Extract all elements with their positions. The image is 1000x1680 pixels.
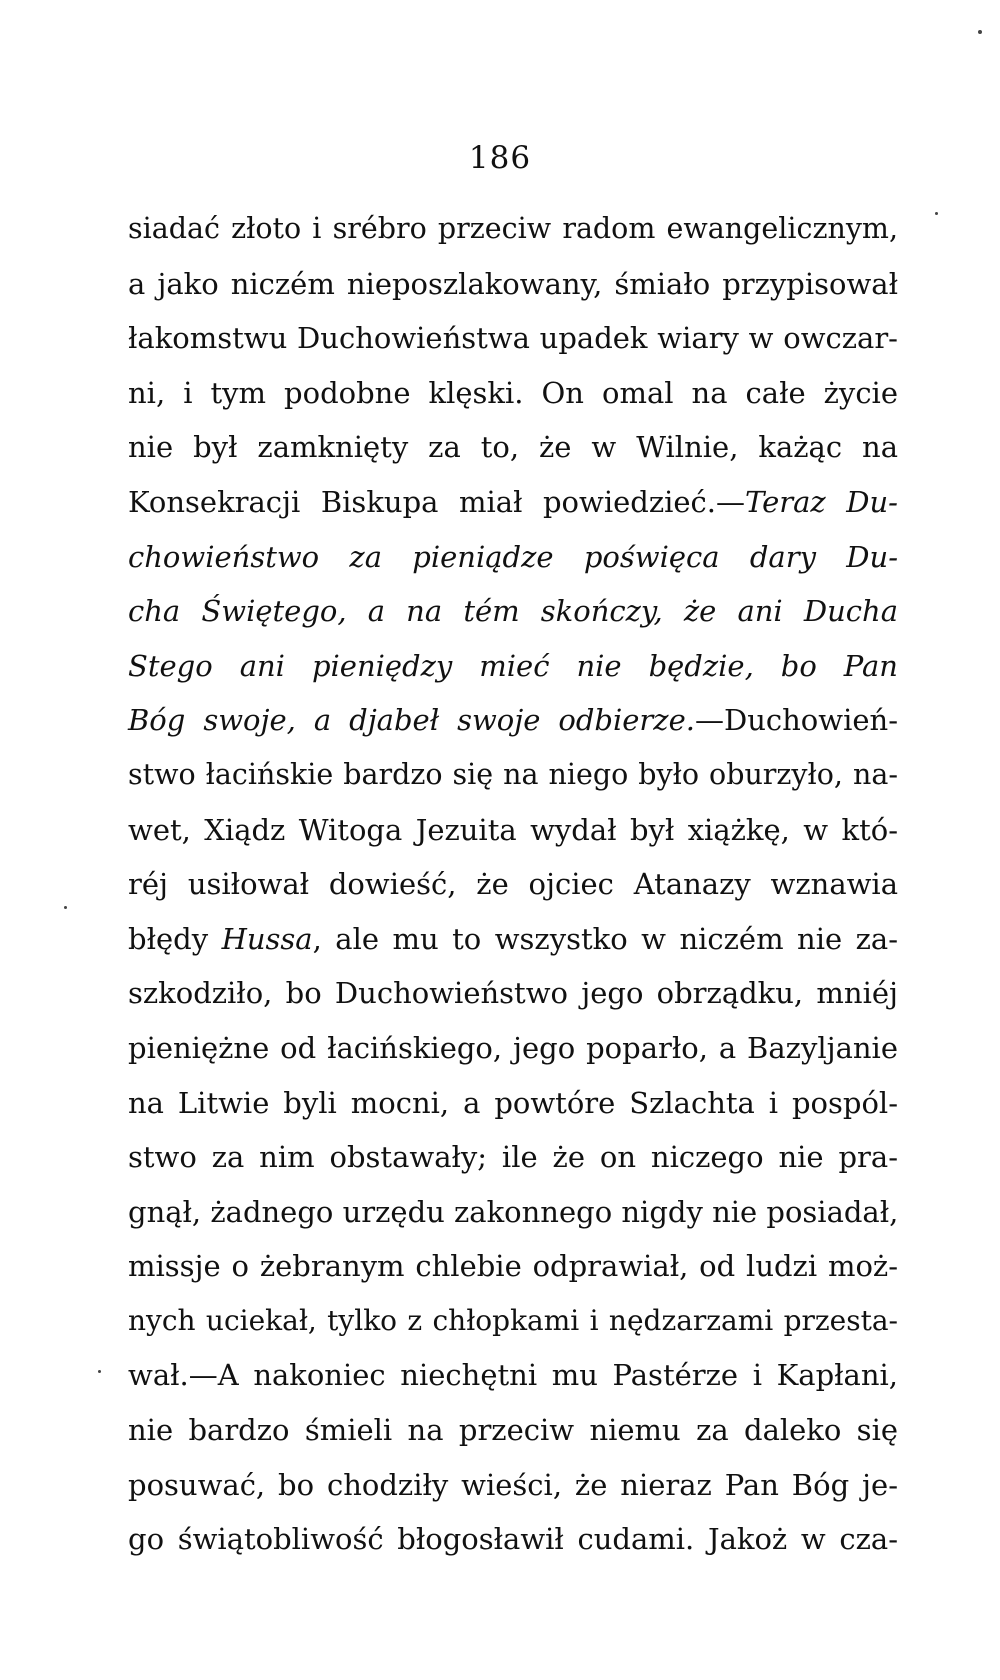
text-line (128, 1021, 898, 1076)
text-run: błędy (128, 921, 222, 956)
text-line (128, 1512, 898, 1567)
text-run: szkodziło, bo Duchowieństwo jego obrządku, mniéj (128, 976, 898, 1011)
text-line (128, 584, 898, 639)
italic-text: Teraz Du- (745, 484, 898, 519)
text-line (128, 693, 898, 748)
paper-speck (64, 906, 67, 909)
text-line (128, 1403, 898, 1458)
text-line (128, 366, 898, 421)
italic-text: chowieństwo za pieniądze poświęca dary Du- (128, 539, 898, 574)
text-run: posuwać, bo chodziły wieści, że nieraz Pan Bóg je- (128, 1467, 898, 1502)
text-run: ni, i tym podobne klęski. On omal na całe życie (128, 375, 898, 410)
paper-speck (978, 30, 982, 34)
text-run: łakomstwu Duchowieństwa upadek wiary w owczar- (128, 321, 898, 356)
text-line (128, 257, 898, 312)
text-line (128, 803, 898, 858)
text-line (128, 1458, 898, 1513)
text-run: , ale mu to wszystko w niczém nie za- (312, 921, 899, 956)
text-run: stwo za nim obstawały; ile że on niczego nie pra- (128, 1140, 898, 1175)
page-number: 186 (468, 140, 532, 176)
text-run: go świątobliwość błogosławił cudami. Jakoż w cza- (128, 1522, 898, 1557)
text-line (128, 748, 898, 803)
text-run: pieniężne od łacińskiego, jego poparło, a Bazyljanie (128, 1030, 898, 1065)
text-run: wet, Xiądz Witoga Jezuita wydał był xiążkę, w któ- (128, 812, 898, 847)
text-line (128, 639, 898, 694)
text-line (128, 857, 898, 912)
text-run: nych uciekał, tylko z chłopkami i nędzarzami przesta- (128, 1303, 898, 1337)
text-run: réj usiłował dowieść, że ojciec Atanazy wznawia (128, 867, 898, 902)
text-run: stwo łacińskie bardzo się na niego było oburzyło, na- (128, 757, 898, 791)
text-line (128, 530, 898, 585)
text-run: siadać złoto i srébro przeciw radom ewangelicznym, (128, 212, 898, 245)
text-run: na Litwie byli mocni, a powtóre Szlachta i pospól- (128, 1085, 898, 1120)
text-line (128, 1239, 898, 1294)
text-run: Konsekracji Biskupa miał powiedzieć.— (128, 484, 746, 519)
text-run: a jako niczém nieposzlakowany, śmiało przypisował (128, 266, 898, 301)
text-line (128, 420, 898, 475)
paper-speck (935, 212, 938, 215)
italic-text: cha Świętego, a na tém skończy, że ani Ducha (128, 594, 898, 629)
text-line (128, 966, 898, 1021)
text-run: —Duchowień- (694, 703, 898, 738)
text-line (128, 1130, 898, 1185)
text-run: wał.—A nakoniec niechętni mu Pastérze i Kapłani, (128, 1358, 898, 1393)
text-run: missje o żebranym chlebie odprawiał, od ludzi moż- (128, 1249, 898, 1284)
text-line (128, 912, 898, 967)
paper-speck (98, 1370, 101, 1373)
text-line (128, 1348, 898, 1403)
text-run: nie bardzo śmieli na przeciw niemu za daleko się (128, 1413, 898, 1448)
text-line (128, 1294, 898, 1349)
text-line (128, 311, 898, 366)
italic-text: Bóg swoje, a djabeł swoje odbierze. (128, 703, 695, 738)
text-run: nie był zamknięty za to, że w Wilnie, każąc na (128, 430, 898, 465)
text-line (128, 1185, 898, 1240)
text-line (128, 475, 898, 530)
italic-text: Stego ani pieniędzy mieć nie będzie, bo Pan (128, 648, 898, 683)
text-run: gnął, żadnego urzędu zakonnego nigdy nie posiadał, (128, 1194, 899, 1229)
text-line (128, 1076, 898, 1131)
body-text (128, 202, 898, 1567)
text-line (128, 202, 898, 257)
italic-text: Hussa (221, 921, 313, 956)
